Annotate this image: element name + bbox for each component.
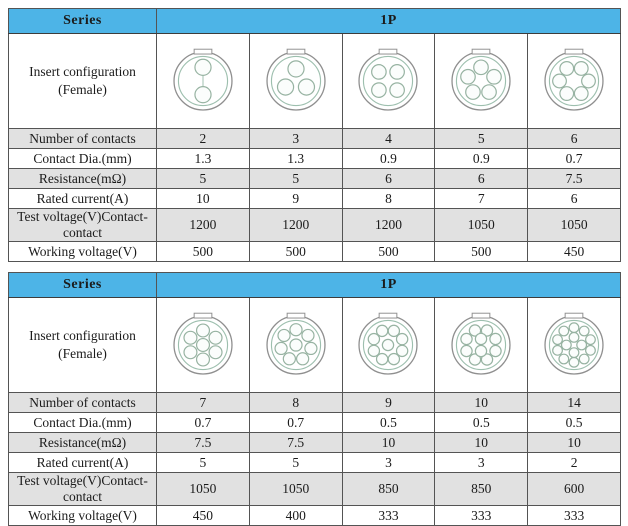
row-label: Working voltage(V) (9, 506, 157, 526)
table-cell: 4 (342, 129, 435, 149)
row-label: Resistance(mΩ) (9, 169, 157, 189)
table-cell: 1200 (249, 209, 342, 242)
table-row (9, 209, 621, 242)
table-cell: 1050 (157, 473, 250, 506)
table-cell: 10 (342, 433, 435, 453)
table-cell: 5 (157, 169, 250, 189)
table-cell: 7.5 (528, 169, 621, 189)
spec-table-contacts-2-6 (8, 8, 621, 262)
table-cell: 5 (157, 453, 250, 473)
table-cell: 500 (157, 242, 250, 262)
insert-configuration-row (9, 34, 621, 129)
row-label: Contact Dia.(mm) (9, 413, 157, 433)
table-row (9, 189, 621, 209)
table-cell: 6 (435, 169, 528, 189)
table-cell: 7.5 (157, 433, 250, 453)
table-row (9, 433, 621, 453)
table-cell: 7 (435, 189, 528, 209)
table-cell: 0.7 (157, 413, 250, 433)
header-row (9, 9, 621, 34)
table-row (9, 129, 621, 149)
table-cell: 500 (435, 242, 528, 262)
row-label: Test voltage(V)Contact-contact (9, 209, 157, 242)
connector-9-contacts-diagram (343, 312, 435, 378)
connector-4-contacts-diagram (343, 48, 435, 114)
row-label: Working voltage(V) (9, 242, 157, 262)
table-cell: 8 (342, 189, 435, 209)
connector-14-contacts-diagram (528, 312, 620, 378)
table-cell: 3 (342, 453, 435, 473)
row-label: Contact Dia.(mm) (9, 149, 157, 169)
table-cell: 1050 (528, 209, 621, 242)
table-cell: 8 (249, 393, 342, 413)
row-label: Resistance(mΩ) (9, 433, 157, 453)
table-cell: 1200 (157, 209, 250, 242)
table-cell: 1.3 (157, 149, 250, 169)
table-cell: 2 (528, 453, 621, 473)
table-row (9, 242, 621, 262)
table-cell: 400 (249, 506, 342, 526)
table-cell: 10 (435, 433, 528, 453)
table-cell: 7 (157, 393, 250, 413)
table-row (9, 413, 621, 433)
connector-7-contacts-diagram (157, 312, 249, 378)
table-cell: 450 (157, 506, 250, 526)
table-cell: 5 (249, 169, 342, 189)
table-cell: 10 (528, 433, 621, 453)
connector-10-contacts-diagram (435, 312, 527, 378)
table-cell: 0.7 (528, 149, 621, 169)
table-row (9, 393, 621, 413)
table-row (9, 473, 621, 506)
row-label: Number of contacts (9, 393, 157, 413)
table-cell: 850 (435, 473, 528, 506)
table-row (9, 453, 621, 473)
header-row (9, 273, 621, 298)
table-cell: 333 (528, 506, 621, 526)
row-label: Test voltage(V)Contact-contact (9, 473, 157, 506)
table-cell: 9 (249, 189, 342, 209)
table-row (9, 169, 621, 189)
table-cell: 600 (528, 473, 621, 506)
table-cell: 1200 (342, 209, 435, 242)
table-cell: 0.5 (342, 413, 435, 433)
spec-table-contacts-7-14 (8, 272, 621, 526)
table-cell: 10 (435, 393, 528, 413)
table-cell: 3 (435, 453, 528, 473)
table-cell: 5 (435, 129, 528, 149)
series-header-label: Series (9, 273, 157, 298)
table-cell: 5 (249, 453, 342, 473)
table-cell: 333 (435, 506, 528, 526)
table-row (9, 506, 621, 526)
row-label: Rated current(A) (9, 189, 157, 209)
series-value: 1P (157, 9, 621, 34)
connector-2-contacts-diagram (157, 48, 249, 114)
connector-3-contacts-diagram (250, 48, 342, 114)
row-label: Number of contacts (9, 129, 157, 149)
table-cell: 0.5 (435, 413, 528, 433)
table-cell: 9 (342, 393, 435, 413)
table-cell: 0.9 (342, 149, 435, 169)
table-cell: 0.7 (249, 413, 342, 433)
connector-6-contacts-diagram (528, 48, 620, 114)
table-cell: 333 (342, 506, 435, 526)
table-cell: 500 (249, 242, 342, 262)
series-header-label: Series (9, 9, 157, 34)
table-cell: 7.5 (249, 433, 342, 453)
table-cell: 0.5 (528, 413, 621, 433)
table-cell: 3 (249, 129, 342, 149)
table-cell: 1050 (249, 473, 342, 506)
connector-5-contacts-diagram (435, 48, 527, 114)
table-cell: 450 (528, 242, 621, 262)
table-cell: 6 (342, 169, 435, 189)
table-cell: 0.9 (435, 149, 528, 169)
table-cell: 850 (342, 473, 435, 506)
insert-configuration-label: Insert configuration (Female) (9, 298, 157, 393)
series-value: 1P (157, 273, 621, 298)
table-cell: 14 (528, 393, 621, 413)
table-cell: 500 (342, 242, 435, 262)
insert-configuration-row (9, 298, 621, 393)
table-cell: 1.3 (249, 149, 342, 169)
row-label: Rated current(A) (9, 453, 157, 473)
connector-8-contacts-diagram (250, 312, 342, 378)
table-cell: 10 (157, 189, 250, 209)
table-cell: 6 (528, 189, 621, 209)
insert-configuration-label: Insert configuration (Female) (9, 34, 157, 129)
table-row (9, 149, 621, 169)
table-cell: 2 (157, 129, 250, 149)
table-cell: 1050 (435, 209, 528, 242)
table-cell: 6 (528, 129, 621, 149)
